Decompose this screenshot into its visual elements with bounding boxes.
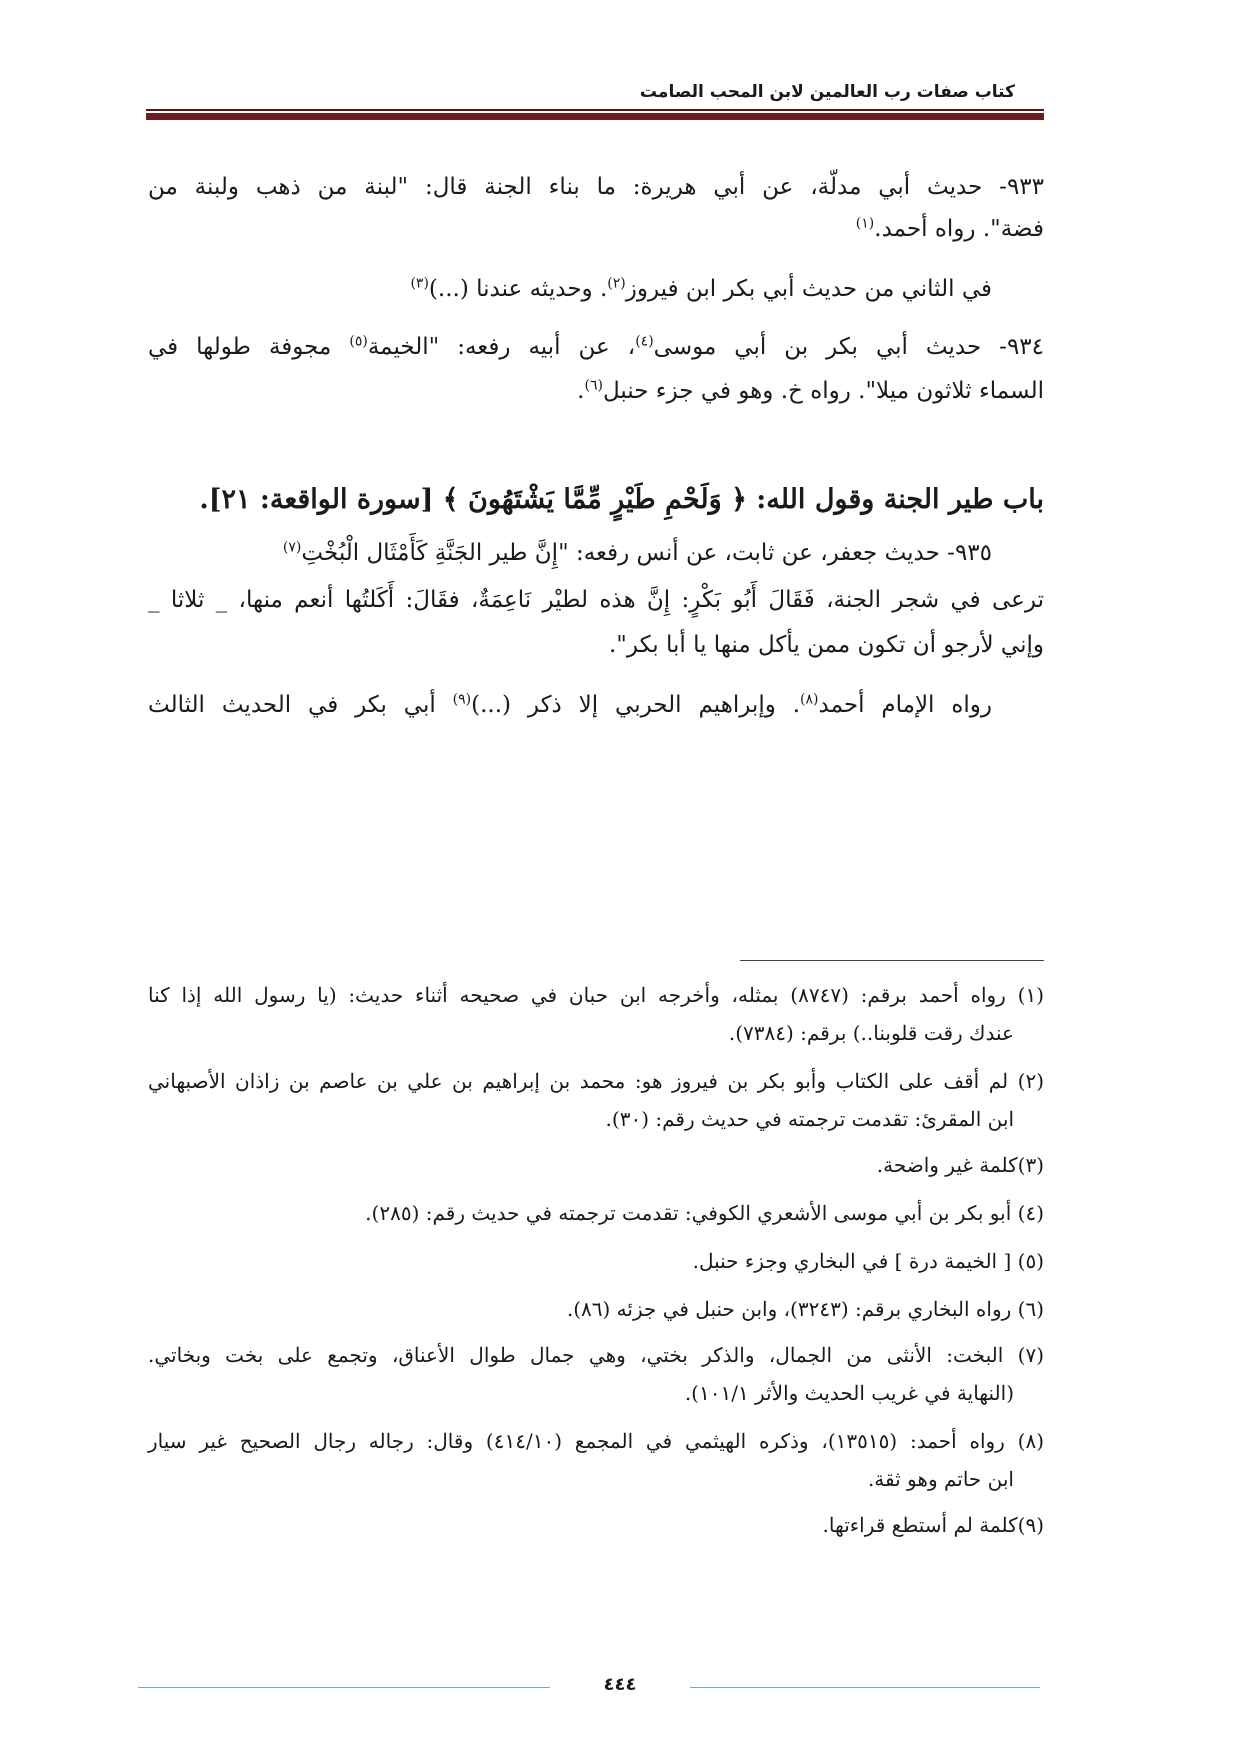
text-span: في الثاني من حديث أبي بكر ابن فيروز (625, 276, 992, 302)
footnote-separator (740, 960, 1044, 961)
hadith-935-start: ٩٣٥- حديث جعفر، عن ثابت، عن أنس رفعه: "إِنَّ طير الجَنَّةِ كَأَمْثَال الْبُخْتِ (301, 540, 992, 566)
text-span: ترعى في شجر الجنة، فَقَالَ أَبُو بَكْرٍ: إِنَّ هذه لطيْر نَاعِمَةٌ، فقَالَ: أَكَلتُها أنعم منها، _ ثلاثا _ (148, 587, 1044, 613)
footnote-1-cont: عندك رقت قلوبنا..) برقم: (٧٣٨٤). (728, 1021, 1014, 1045)
text-span: . وإبراهيم الحربي إلا ذكر (...) (471, 692, 801, 718)
footnote-ref[interactable]: (١) (855, 215, 875, 232)
footer-rule-left (138, 1687, 550, 1688)
page-number: ٤٤٤ (603, 1674, 637, 1695)
footnote-8-cont: ابن حاتم وهو ثقة. (867, 1467, 1014, 1491)
footnote-ref[interactable]: (٣) (410, 275, 429, 292)
footnote-4: (٤) أبو بكر بن أبي موسى الأشعري الكوفي: تقدمت ترجمته في حديث رقم: (٢٨٥). (365, 1201, 1044, 1225)
footnote-ref[interactable]: (٥) (349, 333, 368, 350)
text-span: رواه الإمام أحمد (818, 692, 992, 718)
footnote-3: (٣)كلمة غير واضحة. (876, 1153, 1044, 1177)
footnote-7-cont: (النهاية في غريب الحديث والأثر ١٠١/١). (684, 1381, 1014, 1405)
footnote-6: (٦) رواه البخاري برقم: (٣٢٤٣)، وابن حنبل في جزئه (٨٦). (566, 1297, 1044, 1321)
hadith-934-start: ٩٣٤- حديث أبي بكر بن أبي موسى (653, 334, 1045, 360)
text-line (148, 536, 1044, 570)
footnote-2-cont: ابن المقرئ: تقدمت ترجمته في حديث رقم: (٣٠). (605, 1107, 1014, 1131)
text-line (148, 212, 1044, 246)
footer-rule-right (690, 1687, 1040, 1688)
footnote-ref[interactable]: (٩) (452, 691, 472, 708)
footnote-ref[interactable]: (٤) (635, 333, 654, 350)
text-line (148, 583, 1044, 617)
text-span: أبي بكر في الحديث الثالث (148, 692, 453, 718)
footnote-ref[interactable]: (٨) (800, 691, 819, 708)
text-line (148, 688, 1044, 722)
text-line (148, 272, 1044, 306)
footnote-7: (٧) البخت: الأنثى من الجمال، والذكر بختي، وهي جمال طوال الأعناق، وتجمع على بخت وبخاتي. (148, 1343, 1044, 1367)
hadith-934-end: السماء ثلاثون ميلا". رواه خ. وهو في جزء حنبل (602, 378, 1044, 404)
text-span: . وحديثه عندنا (...) (428, 276, 608, 302)
footnote-5: (٥) [ الخيمة درة ] في البخاري وجزء حنبل. (692, 1249, 1044, 1273)
text-line (148, 170, 1044, 204)
text-line (148, 628, 1044, 662)
text-span: . (577, 378, 585, 404)
hadith-933-start: ٩٣٣- حديث أبي مدلّة، عن أبي هريرة: ما بناء الجنة قال: "لبنة من ذهب ولبنة من (148, 174, 1044, 200)
text-span: وإني لأرجو أن تكون ممن يأكل منها يا أبا بكر". (608, 632, 1044, 658)
footnote-2: (٢) لم أقف على الكتاب وأبو بكر بن فيروز هو: محمد بن إبراهيم بن علي بن عاصم بن زاذان الأصبهاني (148, 1069, 1044, 1093)
footnote-ref[interactable]: (٧) (282, 539, 302, 556)
header-rule-thick (146, 113, 1044, 120)
footnote-ref[interactable]: (٦) (584, 377, 603, 394)
text-span: مجوفة طولها في (148, 334, 350, 360)
footnote-9: (٩)كلمة لم أستطع قراءتها. (822, 1513, 1044, 1537)
footnote-8: (٨) رواه أحمد: (١٣٥١٥)، وذكره الهيثمي في المجمع (٤١٤/١٠) وقال: رجاله رجال الصحيح غير سيار (148, 1429, 1045, 1453)
book-title: كتاب صفات رب العالمين لابن المحب الصامت (639, 82, 1015, 102)
text-line (148, 374, 1044, 408)
text-line (148, 330, 1044, 364)
hadith-933-end: فضة". رواه أحمد. (874, 216, 1044, 242)
footnote-1: (١) رواه أحمد برقم: (٨٧٤٧) بمثله، وأخرجه ابن حبان في صحيحه أثناء حديث: (يا رسول الله إذا كنا (148, 983, 1045, 1007)
text-span: ، عن أبيه رفعه: "الخيمة (367, 334, 636, 360)
header-rule-thin (146, 109, 1044, 111)
footnote-ref[interactable]: (٢) (607, 275, 626, 292)
chapter-heading: باب طير الجنة وقول الله: ﴿ وَلَحْمِ طَيْرٍ مِّمَّا يَشْتَهُونَ ﴾ [سورة الواقعة: ٢١]. (199, 484, 1044, 515)
